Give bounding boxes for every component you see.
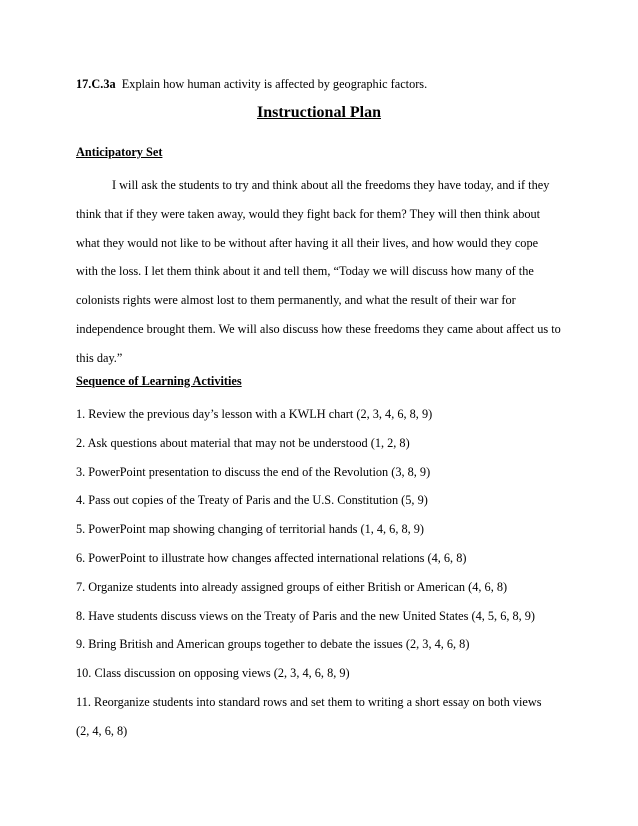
list-item: 1. Review the previous day’s lesson with a KWLH chart (2, 3, 4, 6, 8, 9) [76,407,433,421]
page-title: Instructional Plan [256,104,381,121]
list-item: 4. Pass out copies of the Treaty of Paris and the U.S. Constitution (5, 9) [76,493,428,508]
standard-code: 17.C.3a [76,77,116,91]
list-item: 5. PowerPoint map showing changing of territorial hands (1, 4, 6, 8, 9) [76,522,425,537]
list-item: 11. Reorganize students into standard rows and set them to writing a short essay on both views [76,694,542,709]
list-item: 2. Ask questions about material that may not be understood (1, 2, 8) [76,435,410,450]
learning-activities-list [76,400,576,746]
list-item: 3. PowerPoint presentation to discuss the end of the Revolution (3, 8, 9) [76,464,431,479]
list-item: (2, 4, 6, 8) [76,723,128,738]
anticipatory-set-paragraph: I will ask the students to try and think about all the freedoms they have today, and if they think that if they were taken away, would they fight back for them? They will then think about what they would not like to be without after having it all their lives, and how would they cope with the loss. I let them think about it and tell them, “Today we will discuss how many of the colonists rights were almost lost to them permanently, and what the result of their war for independence brought them. We will also discuss how these freedoms they came about affect us to this day.” [76,178,561,365]
list-item: 6. PowerPoint to illustrate how changes affected international relations (4, 6, 8) [76,550,467,565]
learning-activities-heading: Sequence of Learning Activities [76,374,242,388]
list-item: 7. Organize students into already assigned groups of either British or American (4, 6, 8) [76,579,508,594]
standard-text: Explain how human activity is affected by geographic factors. [121,77,428,91]
standard-line [76,76,427,92]
list-item: 9. Bring British and American groups together to debate the issues (2, 3, 4, 6, 8) [76,637,470,652]
anticipatory-set-heading: Anticipatory Set [76,145,163,159]
list-item: 10. Class discussion on opposing views (2, 3, 4, 6, 8, 9) [76,666,350,681]
list-item: 8. Have students discuss views on the Treaty of Paris and the new United States (4, 5, 6, 8, 9) [76,608,536,623]
